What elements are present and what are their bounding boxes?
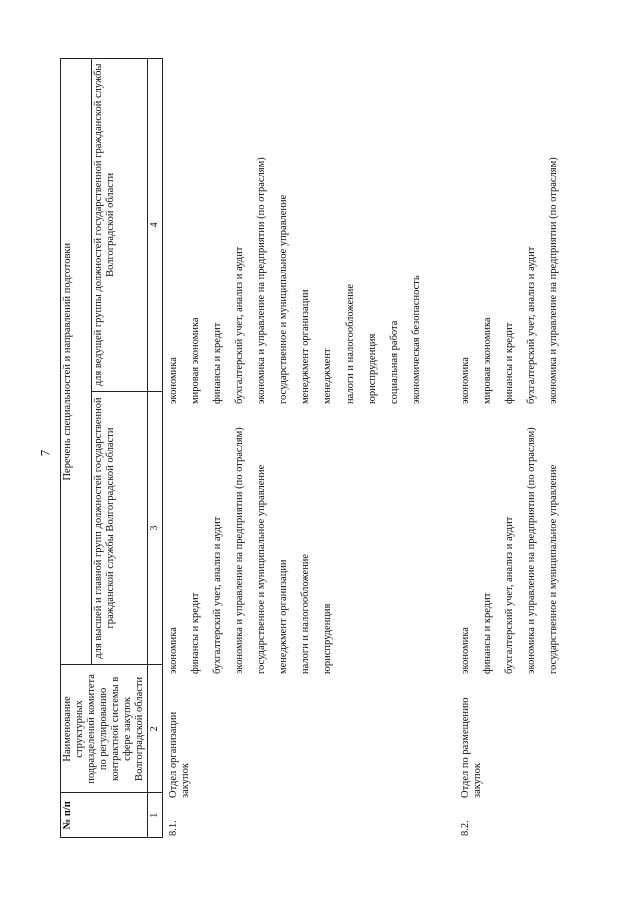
list-item: государственное и муниципальное управление bbox=[278, 194, 290, 404]
list-item: государственное и муниципальное управление bbox=[548, 464, 560, 674]
header-index-4: 4 bbox=[148, 59, 163, 392]
list-item: бухгалтерский учет, анализ и аудит bbox=[504, 516, 516, 674]
list-item: бухгалтерский учет, анализ и аудит bbox=[234, 246, 246, 404]
list-item: финансы и кредит bbox=[190, 592, 202, 674]
header-number-col: № п/п bbox=[61, 793, 148, 838]
list-item: экономика и управление на предприятии (по отраслям) bbox=[526, 427, 538, 674]
list-item: налоги и налогообложение bbox=[300, 553, 312, 674]
list-item: экономика bbox=[168, 627, 179, 674]
list-item: мировая экономика bbox=[190, 317, 202, 404]
header-unit-col: Наименование структурных подразделений комитета по регулированию контрактной системы в сфере закупок Волгоградской области bbox=[61, 665, 148, 793]
section-col4 bbox=[460, 84, 570, 404]
list-item: экономическая безопасность bbox=[410, 275, 422, 404]
list-item: налоги и налогообложение bbox=[344, 283, 356, 404]
header-index-3: 3 bbox=[148, 391, 163, 665]
list-item: финансы и кредит bbox=[504, 322, 516, 404]
list-item: финансы и кредит bbox=[482, 592, 494, 674]
list-item: экономика bbox=[168, 357, 179, 404]
page-number: 7 bbox=[37, 449, 53, 457]
list-item: бухгалтерский учет, анализ и аудит bbox=[212, 516, 224, 674]
section-number: 8.1. bbox=[168, 820, 179, 836]
list-item: финансы и кредит bbox=[212, 322, 224, 404]
list-item: экономика bbox=[460, 357, 471, 404]
list-item: экономика и управление на предприятии (по отраслям) bbox=[548, 157, 560, 404]
section-col4 bbox=[168, 84, 433, 404]
list-item: экономика и управление на предприятии (по отраслям) bbox=[256, 157, 268, 404]
header-senior-col: для высшей и главной групп должностей государственной гражданской службы Волгоградской области bbox=[92, 391, 148, 665]
header-table bbox=[60, 58, 163, 838]
section-name: Отдел организации закупок bbox=[168, 711, 192, 798]
header-leading-col: для ведущей группы должностей государственной гражданской службы Волгоградской области bbox=[92, 59, 148, 392]
list-item: бухгалтерский учет, анализ и аудит bbox=[526, 246, 538, 404]
header-specialties-group: Перечень специальностей и направлений подготовки bbox=[61, 59, 92, 665]
section-name: Отдел по размещению закупок bbox=[460, 697, 484, 798]
list-item: социальная работа bbox=[388, 320, 400, 404]
rotated-table-sheet bbox=[60, 58, 580, 838]
list-item: экономика bbox=[460, 627, 471, 674]
list-item: менеджмент bbox=[322, 348, 334, 404]
list-item: менеджмент организации bbox=[300, 289, 312, 404]
header-index-2: 2 bbox=[148, 665, 163, 793]
list-item: государственное и муниципальное управление bbox=[256, 464, 268, 674]
section-col3 bbox=[460, 414, 570, 674]
list-item: мировая экономика bbox=[482, 317, 494, 404]
list-item: юриспруденция bbox=[366, 333, 378, 404]
list-item: менеджмент организации bbox=[278, 559, 290, 674]
section-number: 8.2. bbox=[460, 820, 471, 836]
list-item: экономика и управление на предприятии (по отраслям) bbox=[234, 427, 246, 674]
list-item: юриспруденция bbox=[322, 603, 334, 674]
header-index-1: 1 bbox=[148, 793, 163, 838]
section-col3 bbox=[168, 414, 345, 674]
